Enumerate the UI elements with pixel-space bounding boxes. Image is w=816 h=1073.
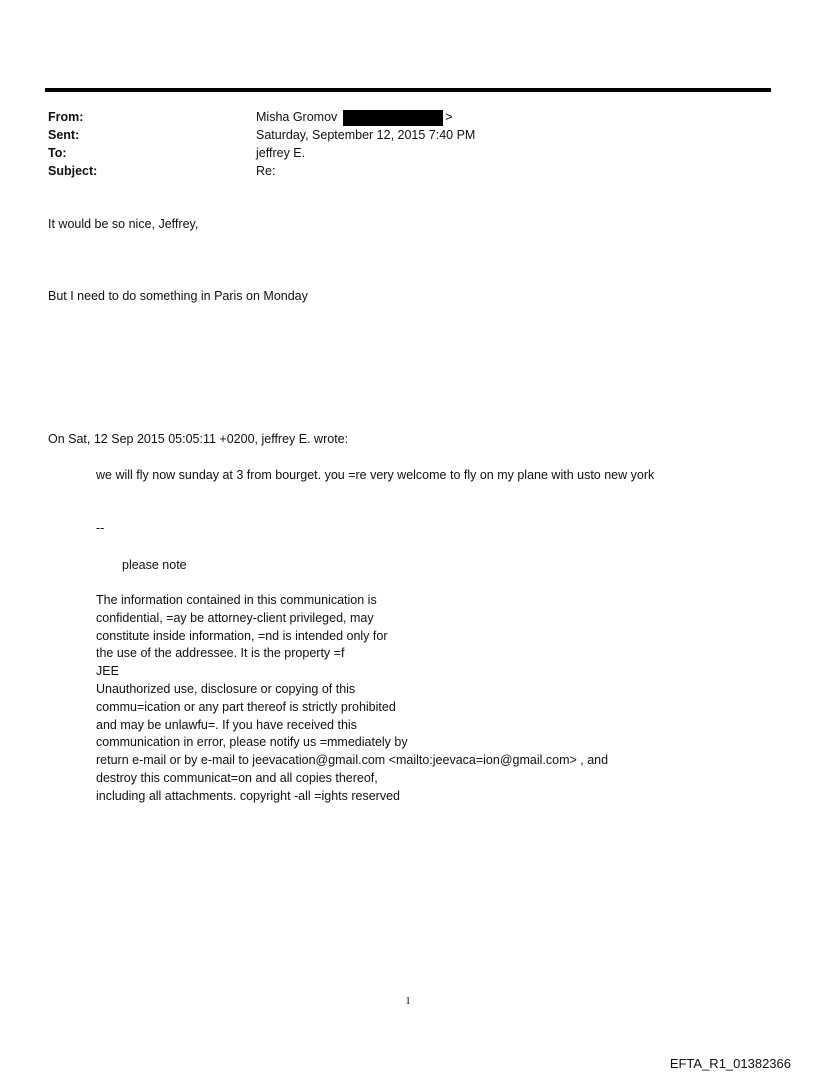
sent-row [48,126,748,144]
disclaimer-line: constitute inside information, =nd is intended only for [96,628,388,643]
disclaimer-line: confidential, =ay be attorney-client privileged, may [96,610,374,625]
document-id: EFTA_R1_01382366 [669,1056,791,1071]
disclaimer-line: communication in error, please notify us =mmediately by [96,735,408,750]
sent-value: Saturday, September 12, 2015 7:40 PM [256,128,476,142]
disclaimer-line: and may be unlawfu=. If you have received this [96,717,357,732]
disclaimer-line: return e-mail or by e-mail to jeevacation@gmail.com <mailto:jeevaca=ion@gmail.com> , and [96,753,609,768]
from-row [48,108,748,126]
from-value [256,108,453,126]
disclaimer-line: the use of the addressee. It is the property =f [96,646,345,661]
disclaimer-block [96,592,608,806]
disclaimer-line: Unauthorized use, disclosure or copying of this [96,681,356,696]
to-label: To: [48,146,67,160]
subject-row [48,162,748,180]
from-suffix: > [445,110,453,124]
body-line-1: It would be so nice, Jeffrey, [48,217,199,231]
disclaimer-line: including all attachments. copyright -all =ights reserved [96,788,400,803]
to-value: jeffrey E. [256,146,306,160]
body-line-2: But I need to do something in Paris on Monday [48,289,308,303]
disclaimer-line: destroy this communicat=on and all copies thereof, [96,770,378,785]
page-number: 1 [405,995,411,1007]
quoted-message: we will fly now sunday at 3 from bourget. you =re very welcome to fly on my plane with usto new york [96,468,655,482]
disclaimer-line: JEE [96,664,119,679]
disclaimer-line: commu=ication or any part thereof is strictly prohibited [96,699,396,714]
redaction-box [343,110,443,126]
subject-value: Re: [256,164,276,178]
from-name: Misha Gromov [256,110,338,124]
signature-separator: -- [96,521,105,535]
sent-label: Sent: [48,128,80,142]
please-note: please note [122,558,187,572]
disclaimer-line: The information contained in this communication is [96,593,377,607]
from-label: From: [48,110,84,124]
subject-label: Subject: [48,164,98,178]
to-row [48,144,748,162]
email-header [48,108,748,180]
quote-intro: On Sat, 12 Sep 2015 05:05:11 +0200, jeffrey E. wrote: [48,432,349,446]
header-rule [45,88,771,92]
